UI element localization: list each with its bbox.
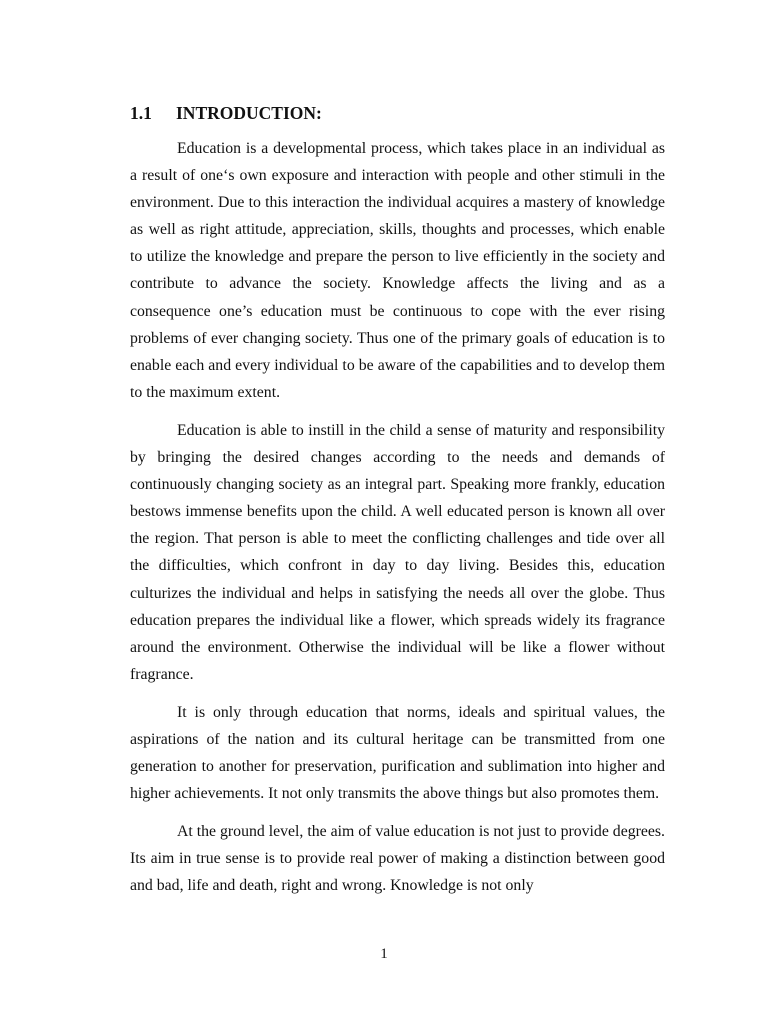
document-body <box>130 135 665 900</box>
page-number: 1 <box>380 946 388 962</box>
paragraph: Education is a developmental process, which takes place in an individual as a result of one‘s own exposure and interaction with people and other stimuli in the environment. Due to this interaction the individual acquires a mastery of knowledge as well as right attitude, appreciation, skills, thoughts and processes, which enable to utilize the knowledge and prepare the person to live efficiently in the society and contribute to advance the society. Knowledge affects the living and as a consequence one’s education must be continuous to cope with the ever rising problems of ever changing society. Thus one of the primary goals of education is to enable each and every individual to be aware of the capabilities and to develop them to the maximum extent. <box>130 140 665 401</box>
paragraph: It is only through education that norms, ideals and spiritual values, the aspirations of the nation and its cultural heritage can be transmitted from one generation to another for preservation, purification and sublimation into higher and higher achievements. It not only transmits the above things but also promotes them. <box>130 703 665 803</box>
paragraph: At the ground level, the aim of value education is not just to provide degrees. Its aim in true sense is to provide real power of making a distinction between good and bad, life and death, right and wrong. Knowledge is not only <box>130 823 665 895</box>
paragraph: Education is able to instill in the child a sense of maturity and responsibility by bringing the desired changes according to the needs and demands of continuously changing society as an integral part. Speaking more frankly, education bestows immense benefits upon the child. A well educated person is known all over the region. That person is able to meet the conflicting challenges and tide over all the difficulties, which confront in day to day living. Besides this, education culturizes the individual and helps in satisfying the needs all over the globe. Thus education prepares the individual like a flower, which spreads widely its fragrance around the environment. Otherwise the individual will be like a flower without fragrance. <box>130 421 665 683</box>
section-title: INTRODUCTION: <box>176 103 322 123</box>
section-number: 1.1 <box>130 103 152 123</box>
section-heading <box>130 101 322 125</box>
